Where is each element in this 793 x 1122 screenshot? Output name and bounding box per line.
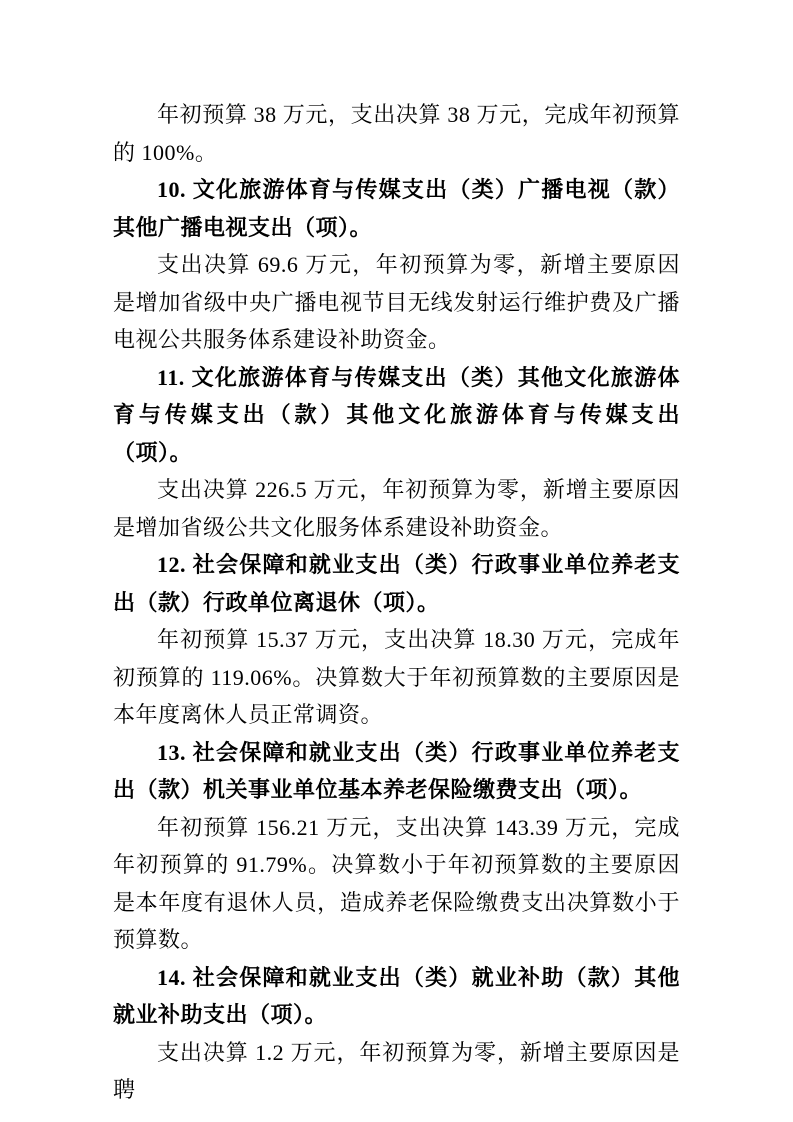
paragraph-budget-completion-100pct: 年初预算 38 万元，支出决算 38 万元，完成年初预算的 100%。 <box>113 102 680 165</box>
section-10-body: 支出决算 69.6 万元，年初预算为零，新增主要原因是增加省级中央广播电视节目无线发射运行维护费及广播电视公共服务体系建设补助资金。 <box>113 252 680 352</box>
section-12-body: 年初预算 15.37 万元，支出决算 18.30 万元，完成年初预算的 119.06%。决算数大于年初预算数的主要原因是本年度离休人员正常调资。 <box>113 627 680 727</box>
section-14-body-truncated: 支出决算 1.2 万元，年初预算为零，新增主要原因是聘 <box>113 1039 680 1102</box>
section-10-heading: 10. 文化旅游体育与传媒支出（类）广播电视（款）其他广播电视支出（项）。 <box>113 177 680 240</box>
section-11-heading: 11. 文化旅游体育与传媒支出（类）其他文化旅游体育与传媒支出（款）其他文化旅游体育与传媒支出（项）。 <box>113 364 680 465</box>
section-13-heading: 13. 社会保障和就业支出（类）行政事业单位养老支出（款）机关事业单位基本养老保险缴费支出（项）。 <box>113 739 680 802</box>
section-12-heading: 12. 社会保障和就业支出（类）行政事业单位养老支出（款）行政单位离退休（项）。 <box>113 552 680 615</box>
section-11-body: 支出决算 226.5 万元，年初预算为零，新增主要原因是增加省级公共文化服务体系建设补助资金。 <box>113 477 680 540</box>
section-14-heading: 14. 社会保障和就业支出（类）就业补助（款）其他就业补助支出（项）。 <box>113 964 680 1027</box>
section-13-body: 年初预算 156.21 万元，支出决算 143.39 万元，完成年初预算的 91.79%。决算数小于年初预算数的主要原因是本年度有退休人员，造成养老保险缴费支出决算数小于预算数。 <box>113 814 680 952</box>
